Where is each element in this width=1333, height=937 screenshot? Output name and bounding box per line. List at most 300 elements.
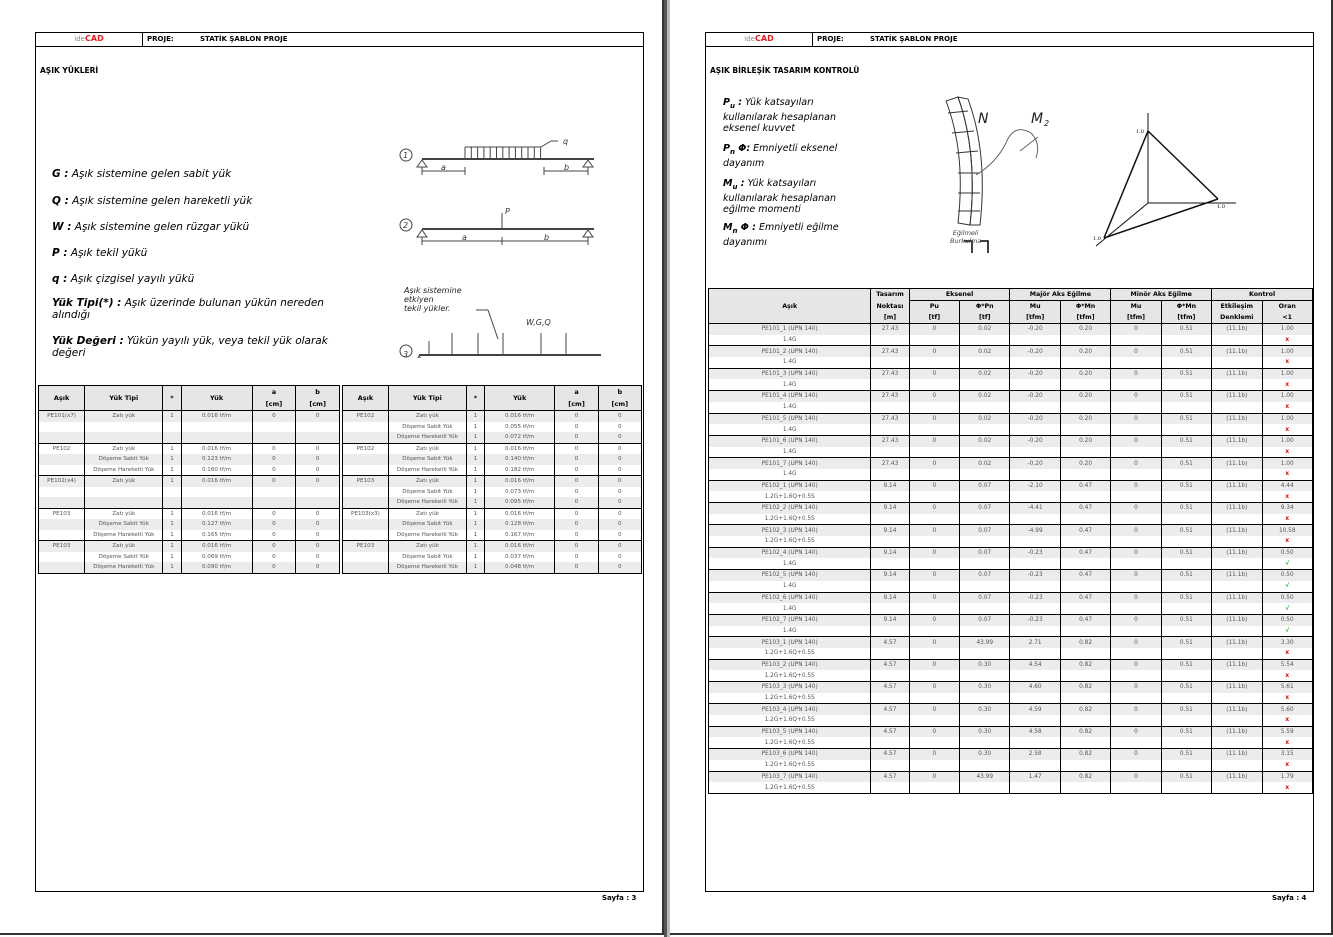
empty-cell (1212, 648, 1262, 659)
cell-pu: 0 (909, 346, 959, 357)
table-cell: 1 (163, 519, 181, 530)
table-row-combo (709, 469, 1313, 480)
cell-mu1: 4.58 (1010, 726, 1060, 737)
cell-t: 4.57 (871, 682, 909, 693)
table-cell: 0 (296, 411, 340, 422)
empty-cell (871, 603, 909, 614)
check-fail-icon: x (1262, 402, 1313, 413)
table-cell (252, 497, 296, 508)
empty-cell (1212, 782, 1262, 793)
table-cell: 1 (466, 519, 484, 530)
column-group-header: Majör Aks Eğilme (1010, 289, 1111, 301)
cell-t: 4.57 (871, 726, 909, 737)
table-row (709, 592, 1313, 603)
empty-cell (1060, 514, 1110, 525)
definition-text: Aşık çizgisel yayılı yükü (67, 273, 195, 285)
cell-mu1: -4.41 (1010, 503, 1060, 514)
unit-header: [m] (871, 312, 909, 324)
table-cell: 0.016 tf/m (181, 541, 252, 552)
empty-cell (1161, 782, 1211, 793)
empty-cell (1111, 693, 1161, 704)
project-label: PROJE: (147, 35, 174, 43)
asik-cell (39, 530, 85, 541)
column-header: * (163, 386, 181, 411)
empty-cell (1010, 379, 1060, 390)
cell-mu2: 0 (1111, 771, 1161, 782)
asik-name: PE101_5 (UPN 140) (709, 413, 871, 424)
cell-mu1: -0.20 (1010, 435, 1060, 446)
table-row-combo (709, 693, 1313, 704)
cell-pu: 0 (909, 614, 959, 625)
empty-cell (871, 558, 909, 569)
check-fail-icon: x (1262, 782, 1313, 793)
empty-cell (1060, 558, 1110, 569)
empty-cell (1010, 536, 1060, 547)
cell-mn2: 0.51 (1161, 480, 1211, 491)
cell-eq: (11.1b) (1212, 413, 1262, 424)
cell-mn2: 0.51 (1161, 503, 1211, 514)
table-row (709, 771, 1313, 782)
definition-sep: Φ : (737, 222, 756, 233)
b-label-2: b (544, 233, 550, 242)
cell-eq: (11.1b) (1212, 749, 1262, 760)
cell-mn2: 0.51 (1161, 525, 1211, 536)
table-row (709, 391, 1313, 402)
empty-cell (1212, 335, 1262, 346)
table-cell: 1 (163, 530, 181, 541)
column-header: Mu (1111, 301, 1161, 313)
load-combination: 1.2G+1.6Q+0.5S (764, 784, 815, 791)
empty-cell (909, 491, 959, 502)
unit-header: Denklemi (1212, 312, 1262, 324)
section-title: AŞIK YÜKLERİ (40, 66, 99, 75)
table-cell: 0 (296, 541, 340, 552)
empty-cell (1111, 670, 1161, 681)
empty-cell (1060, 581, 1110, 592)
definition-item (52, 297, 332, 321)
definition-sep: : (734, 97, 743, 108)
check-fail-icon: x (1262, 379, 1313, 390)
asik-cell: PE102 (343, 411, 389, 422)
table-row (39, 541, 340, 552)
cell-eq: (11.1b) (1212, 726, 1262, 737)
table-row-combo (709, 379, 1313, 390)
caption-line-1: Eğilmeli (952, 229, 979, 237)
table-cell (181, 487, 252, 498)
empty-cell (1161, 760, 1211, 771)
cell-ppn: 0.30 (960, 682, 1010, 693)
asik-cell (39, 552, 85, 563)
table-row (709, 346, 1313, 357)
empty-cell (1111, 402, 1161, 413)
cell-eq: (11.1b) (1212, 391, 1262, 402)
caption-line-2: Burkulma (950, 237, 982, 245)
table-cell: 0.016 tf/m (485, 411, 555, 422)
cell-pu: 0 (909, 413, 959, 424)
page-frame (35, 32, 644, 892)
table-cell: Döşeme Hareketli Yük (388, 562, 466, 573)
cell-mu1: -0.23 (1010, 592, 1060, 603)
definition-text: Emniyetli eksenel dayanım (723, 143, 838, 169)
table-row (39, 519, 340, 530)
table-cell: 0.090 tf/m (181, 562, 252, 573)
cell-eq: (11.1b) (1212, 704, 1262, 715)
page-4 (670, 0, 1333, 935)
load-combination: 1.4G (782, 583, 797, 590)
empty-cell (909, 536, 959, 547)
empty-cell (871, 424, 909, 435)
table-row-combo (709, 737, 1313, 748)
cell-ratio: 5.61 (1262, 682, 1313, 693)
asik-name: PE101_6 (UPN 140) (709, 435, 871, 446)
logo-text-cad: CAD (85, 34, 104, 43)
asik-name: PE102_4 (UPN 140) (709, 547, 871, 558)
tick-1-0-right: 1.0 (1217, 204, 1225, 210)
asik-name: PE101_1 (UPN 140) (709, 324, 871, 335)
cell-mu2: 0 (1111, 324, 1161, 335)
cell-eq: (11.1b) (1212, 592, 1262, 603)
table-row (39, 432, 340, 443)
cell-t: 4.57 (871, 704, 909, 715)
case-1-label: 1 (403, 151, 409, 160)
definition-key: Yük Tipi(*) : (52, 297, 122, 309)
table-cell (252, 422, 296, 433)
table-cell: 0 (598, 465, 641, 476)
idecad-logo (706, 33, 813, 46)
empty-cell (1161, 693, 1211, 704)
column-header: Yük Tipi (85, 386, 163, 411)
table-cell: 0 (555, 454, 598, 465)
column-header-noktasi: Noktası (871, 301, 909, 313)
asik-cell (343, 432, 389, 443)
column-group-header: Minör Aks Eğilme (1111, 289, 1212, 301)
cell-pu: 0 (909, 749, 959, 760)
cell-pu: 0 (909, 525, 959, 536)
asik-cell (343, 552, 389, 563)
empty-cell (1161, 424, 1211, 435)
cell-mu1: -4.99 (1010, 525, 1060, 536)
table-row-combo (709, 760, 1313, 771)
empty-cell (1212, 626, 1262, 637)
empty-cell (1212, 447, 1262, 458)
asik-cell (343, 497, 389, 508)
m2-label: M (1031, 111, 1044, 127)
table-cell (296, 497, 340, 508)
table-cell: 0 (598, 519, 641, 530)
table-cell: 1 (163, 443, 181, 454)
table-row (39, 443, 340, 454)
cell-mu1: -0.23 (1010, 547, 1060, 558)
p-label: P (505, 207, 510, 216)
table-cell: 1 (163, 476, 181, 487)
empty-cell (1060, 491, 1110, 502)
empty-cell (960, 626, 1010, 637)
empty-cell (1060, 715, 1110, 726)
cell-eq: (11.1b) (1212, 480, 1262, 491)
cell-mn1: 0.47 (1060, 614, 1110, 625)
table-cell: 0 (555, 497, 598, 508)
table-cell: 0 (252, 530, 296, 541)
table-row (709, 480, 1313, 491)
empty-cell (1212, 357, 1262, 368)
definition-key: G : (52, 168, 69, 180)
asik-cell (39, 422, 85, 433)
table-row-combo (709, 491, 1313, 502)
definition-subscript: u (729, 101, 735, 110)
table-row (39, 530, 340, 541)
definition-item (52, 195, 332, 207)
cell-mu2: 0 (1111, 525, 1161, 536)
cell-pu: 0 (909, 547, 959, 558)
table-cell: 0.016 tf/m (181, 508, 252, 519)
asik-cell (39, 562, 85, 573)
empty-cell (1212, 379, 1262, 390)
cell-pu: 0 (909, 503, 959, 514)
n-label: N (978, 111, 989, 127)
project-name: STATİK ŞABLON PROJE (200, 35, 288, 43)
cell-ratio: 1.79 (1262, 771, 1313, 782)
load-combination: 1.2G+1.6Q+0.5S (764, 516, 815, 523)
table-row (343, 487, 642, 498)
cell-t: 9.14 (871, 570, 909, 581)
cell-eq: (11.1b) (1212, 682, 1262, 693)
empty-cell (909, 760, 959, 771)
cell-mn1: 0.47 (1060, 525, 1110, 536)
table-row (709, 324, 1313, 335)
table-cell: 0 (252, 454, 296, 465)
table-cell: Zatı yük (388, 476, 466, 487)
table-cell: 0.069 tf/m (181, 552, 252, 563)
cell-pu: 0 (909, 480, 959, 491)
cell-t: 9.14 (871, 480, 909, 491)
table-cell: Zatı yük (85, 541, 163, 552)
cell-eq: (11.1b) (1212, 771, 1262, 782)
cell-mu1: -0.23 (1010, 570, 1060, 581)
empty-cell (1060, 447, 1110, 458)
asik-cell (343, 487, 389, 498)
empty-cell (960, 402, 1010, 413)
empty-cell (909, 469, 959, 480)
empty-cell (871, 648, 909, 659)
cell-mn2: 0.51 (1161, 547, 1211, 558)
table-cell: 0.165 tf/m (181, 530, 252, 541)
table-row (343, 476, 642, 487)
table-row (343, 530, 642, 541)
cell-mn2: 0.51 (1161, 413, 1211, 424)
cell-ratio: 0.50 (1262, 592, 1313, 603)
table-cell: 0.016 tf/m (485, 476, 555, 487)
column-group-header: Kontrol (1212, 289, 1313, 301)
empty-cell (1111, 447, 1161, 458)
asik-name: PE103_6 (UPN 140) (709, 749, 871, 760)
asik-name: PE102_6 (UPN 140) (709, 592, 871, 603)
table-row-combo (709, 335, 1313, 346)
empty-cell (1161, 491, 1211, 502)
empty-cell (909, 648, 959, 659)
cell-mn1: 0.82 (1060, 637, 1110, 648)
table-row (343, 411, 642, 422)
table-row-combo (709, 447, 1313, 458)
empty-cell (1060, 469, 1110, 480)
cell-pu: 0 (909, 592, 959, 603)
unit-header: [tf] (960, 312, 1010, 324)
cell-mn2: 0.51 (1161, 771, 1211, 782)
cell-mn2: 0.51 (1161, 346, 1211, 357)
definition-item (52, 273, 332, 285)
cell-mn2: 0.51 (1161, 324, 1211, 335)
load-combination: 1.4G (782, 560, 797, 567)
load-combination: 1.2G+1.6Q+0.5S (764, 762, 815, 769)
cell-ratio: 3.15 (1262, 749, 1313, 760)
asik-cell (39, 454, 85, 465)
cell-mu2: 0 (1111, 614, 1161, 625)
empty-cell (1111, 335, 1161, 346)
table-cell: 0 (555, 508, 598, 519)
cell-mu2: 0 (1111, 391, 1161, 402)
empty-cell (1010, 581, 1060, 592)
cell-t: 9.14 (871, 614, 909, 625)
empty-cell (871, 514, 909, 525)
table-cell: 0 (252, 465, 296, 476)
cell-mu1: -0.20 (1010, 391, 1060, 402)
empty-cell (1060, 782, 1110, 793)
header-row (709, 289, 1313, 301)
page-header (36, 33, 643, 47)
cell-t: 4.57 (871, 749, 909, 760)
table-row (343, 497, 642, 508)
empty-cell (909, 603, 959, 614)
definition-subscript: n (729, 147, 735, 156)
table-cell: 0.140 tf/m (485, 454, 555, 465)
empty-cell (1161, 626, 1211, 637)
empty-cell (1060, 760, 1110, 771)
table-cell (163, 497, 181, 508)
empty-cell (871, 379, 909, 390)
table-cell: 0 (598, 497, 641, 508)
table-row (343, 541, 642, 552)
cell-ratio: 3.30 (1262, 637, 1313, 648)
cell-mn1: 0.20 (1060, 346, 1110, 357)
empty-cell (960, 670, 1010, 681)
definition-key: Q : (52, 195, 69, 207)
empty-cell (1111, 379, 1161, 390)
cell-ppn: 0.07 (960, 547, 1010, 558)
page-3 (0, 0, 664, 935)
cell-ratio: 1.00 (1262, 346, 1313, 357)
cell-pu: 0 (909, 704, 959, 715)
empty-cell (960, 536, 1010, 547)
table-row (343, 519, 642, 530)
table-cell: Zatı yük (85, 508, 163, 519)
cell-pu: 0 (909, 324, 959, 335)
table-cell: 1 (466, 443, 484, 454)
cell-mu2: 0 (1111, 592, 1161, 603)
empty-cell (909, 670, 959, 681)
asik-cell: PE102 (39, 443, 85, 454)
definition-text: Aşık sistemine gelen rüzgar yükü (71, 221, 250, 233)
table-cell: 0.037 tf/m (485, 552, 555, 563)
check-fail-icon: x (1262, 447, 1313, 458)
cell-t: 9.14 (871, 503, 909, 514)
table-cell: Döşeme Hareketli Yük (85, 562, 163, 573)
cell-mu2: 0 (1111, 659, 1161, 670)
table-row (39, 422, 340, 433)
cell-ratio: 9.34 (1262, 503, 1313, 514)
table-cell: 0 (555, 519, 598, 530)
idecad-logo (36, 33, 143, 46)
table-cell: 0 (598, 443, 641, 454)
cell-t: 27.43 (871, 458, 909, 469)
table-row (709, 704, 1313, 715)
table-row (709, 503, 1313, 514)
note-line-1: Aşık sistemine (404, 286, 462, 295)
cell-t: 4.57 (871, 637, 909, 648)
empty-cell (871, 715, 909, 726)
asik-cell (343, 422, 389, 433)
project-label: PROJE: (817, 35, 844, 43)
empty-cell (960, 760, 1010, 771)
table-cell: 0.123 tf/m (181, 454, 252, 465)
cell-t: 27.43 (871, 413, 909, 424)
cell-eq: (11.1b) (1212, 368, 1262, 379)
column-header-asik: Aşık (709, 289, 871, 324)
table-cell: 1 (466, 552, 484, 563)
cell-ppn: 43.99 (960, 771, 1010, 782)
cell-mu2: 0 (1111, 413, 1161, 424)
table-cell: 0 (598, 432, 641, 443)
table-cell: 0 (598, 562, 641, 573)
empty-cell (1010, 603, 1060, 614)
table-cell: 0.016 tf/m (181, 411, 252, 422)
empty-cell (1060, 670, 1110, 681)
table-cell: 0 (252, 519, 296, 530)
load-combination: 1.4G (782, 471, 797, 478)
empty-cell (871, 670, 909, 681)
table-cell: 0 (555, 422, 598, 433)
empty-cell (1010, 424, 1060, 435)
table-cell: 1 (466, 465, 484, 476)
definition-key: Yük Değeri : (52, 335, 124, 347)
asik-cell: PE103 (343, 541, 389, 552)
empty-cell (1010, 715, 1060, 726)
asik-cell (343, 465, 389, 476)
table-cell (181, 497, 252, 508)
table-cell: 0 (598, 454, 641, 465)
table-row (709, 637, 1313, 648)
cell-mu1: 2.71 (1010, 637, 1060, 648)
cell-mn2: 0.51 (1161, 637, 1211, 648)
column-header: Φ*Pn (960, 301, 1010, 313)
cell-mn1: 0.82 (1060, 704, 1110, 715)
load-combination: 1.2G+1.6Q+0.5S (764, 650, 815, 657)
table-cell: 0.095 tf/m (485, 497, 555, 508)
table-cell: 0.016 tf/m (485, 443, 555, 454)
cell-t: 9.14 (871, 525, 909, 536)
table-row (343, 422, 642, 433)
empty-cell (960, 581, 1010, 592)
cell-mu1: 2.58 (1010, 749, 1060, 760)
table-cell: 0 (252, 443, 296, 454)
column-header: Aşık (39, 386, 85, 411)
empty-cell (960, 335, 1010, 346)
table-cell: 1 (466, 541, 484, 552)
asik-cell (39, 487, 85, 498)
cell-mu1: 1.47 (1010, 771, 1060, 782)
table-row-combo (709, 648, 1313, 659)
empty-cell (871, 782, 909, 793)
cell-ratio: 0.50 (1262, 614, 1313, 625)
b-label: b (564, 163, 570, 172)
